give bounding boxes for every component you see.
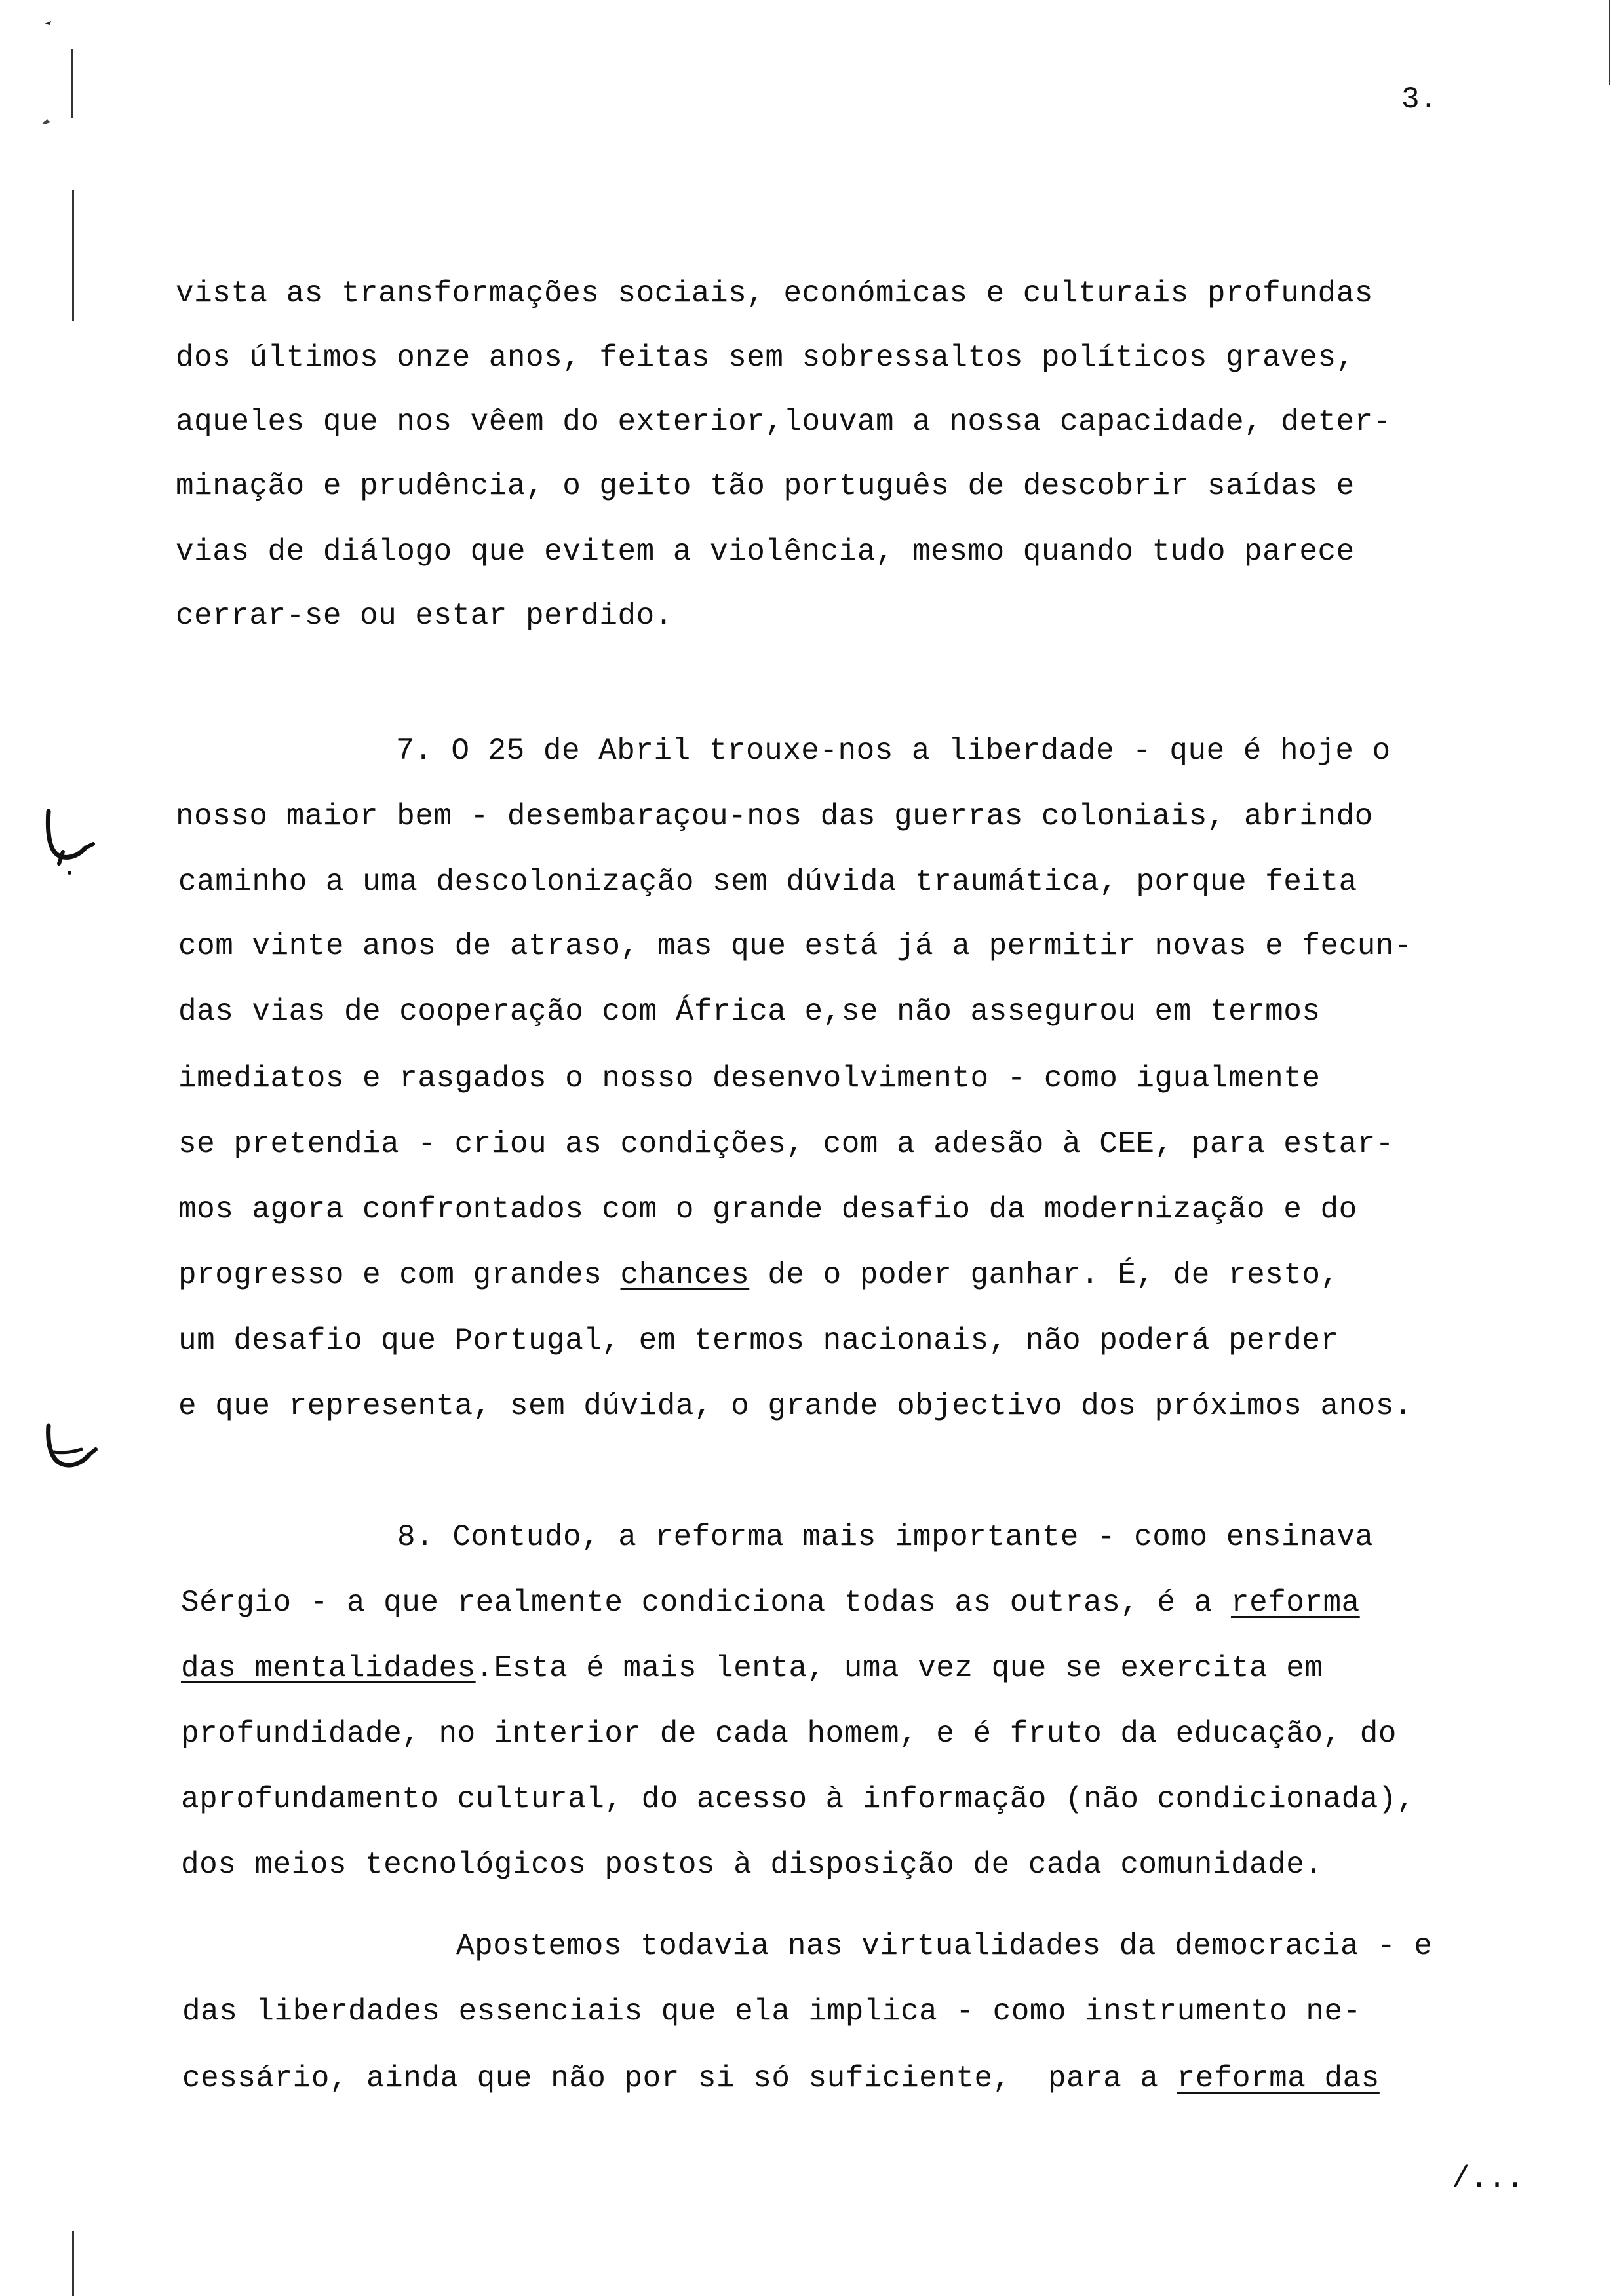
text-run: cessário, ainda que não por si só suficiente, para a [182,2061,1177,2095]
text-run: progresso e com grandes [178,1258,621,1292]
paragraph-7-line: e que representa, sem dúvida, o grande objectivo dos próximos anos. [178,1389,1413,1423]
paragraph-7-line: se pretendia - criou as condições, com a adesão à CEE, para estar- [178,1127,1394,1161]
paragraph-7-line: nosso maior bem - desembaraçou-nos das guerras coloniais, abrindo [176,799,1373,833]
paragraph-8-line: 8. Contudo, a reforma mais importante - como ensinava [397,1520,1374,1554]
body-line: aqueles que nos vêem do exterior,louvam a nossa capacidade, deter- [176,405,1391,439]
paragraph-7-line: um desafio que Portugal, em termos nacionais, não poderá perder [178,1324,1339,1358]
paragraph-8-line [181,1649,1323,1688]
paragraph-7-line: mos agora confrontados com o grande desafio da modernização e do [178,1193,1357,1227]
body-line: cerrar-se ou estar perdido. [176,599,673,633]
underlined-phrase: das mentalidades [181,1651,476,1685]
body-line: vista as transformações sociais, económicas e culturais profundas [176,277,1373,311]
text-run: .Esta é mais lenta, uma vez que se exercita em [475,1651,1323,1685]
paragraph-8-line: dos meios tecnológicos postos à disposição de cada comunidade. [181,1848,1323,1882]
paragraph-7-line: das vias de cooperação com África e,se não assegurou em termos [178,995,1321,1029]
text-run: de o poder ganhar. É, de resto, [749,1258,1339,1292]
paragraph-8-line [181,1583,1360,1622]
paragraph-7-line [178,1255,1339,1295]
underlined-word: chances [620,1258,750,1292]
handwritten-check-mark-icon [39,805,98,877]
paragraph-8-line: profundidade, no interior de cada homem, e é fruto da educação, do [181,1717,1397,1751]
body-line: minação e prudência, o geito tão português de descobrir saídas e [176,469,1355,503]
underlined-phrase: reforma [1230,1586,1360,1620]
page-number: 3. [1401,83,1438,117]
paragraph-7-line: caminho a uma descolonização sem dúvida traumática, porque feita [178,865,1357,899]
paragraph-8-line: aprofundamento cultural, do acesso à informação (não condicionada), [181,1782,1416,1816]
paragraph-apostemos-line: das liberdades essenciais que ela implica - como instrumento ne- [182,1995,1361,2029]
paragraph-7-line: 7. O 25 de Abril trouxe-nos a liberdade - que é hoje o [396,734,1391,768]
paragraph-apostemos-line: Apostemos todavia nas virtualidades da democracia - e [456,1929,1433,1963]
underlined-phrase: reforma das [1177,2061,1380,2095]
margin-rule-upper [72,190,74,321]
paragraph-7-line: com vinte anos de atraso, mas que está já a permitir novas e fecun- [178,929,1413,963]
body-line: dos últimos onze anos, feitas sem sobressaltos políticos graves, [176,341,1355,375]
scan-speck-icon [38,111,58,131]
margin-rule-bottom [72,2231,74,2296]
body-line: vias de diálogo que evitem a violência, mesmo quando tudo parece [176,535,1355,569]
scan-speck-icon [39,13,59,33]
paragraph-7-line: imediatos e rasgados o nosso desenvolvimento - como igualmente [178,1062,1321,1096]
margin-rule-right [1609,0,1610,85]
handwritten-check-mark-icon [41,1421,100,1480]
text-run: Sérgio - a que realmente condiciona todas as outras, é a [181,1586,1231,1620]
margin-rule-top [71,49,73,118]
paragraph-apostemos-line [182,2059,1380,2098]
continuation-marker: /... [1452,2162,1525,2196]
